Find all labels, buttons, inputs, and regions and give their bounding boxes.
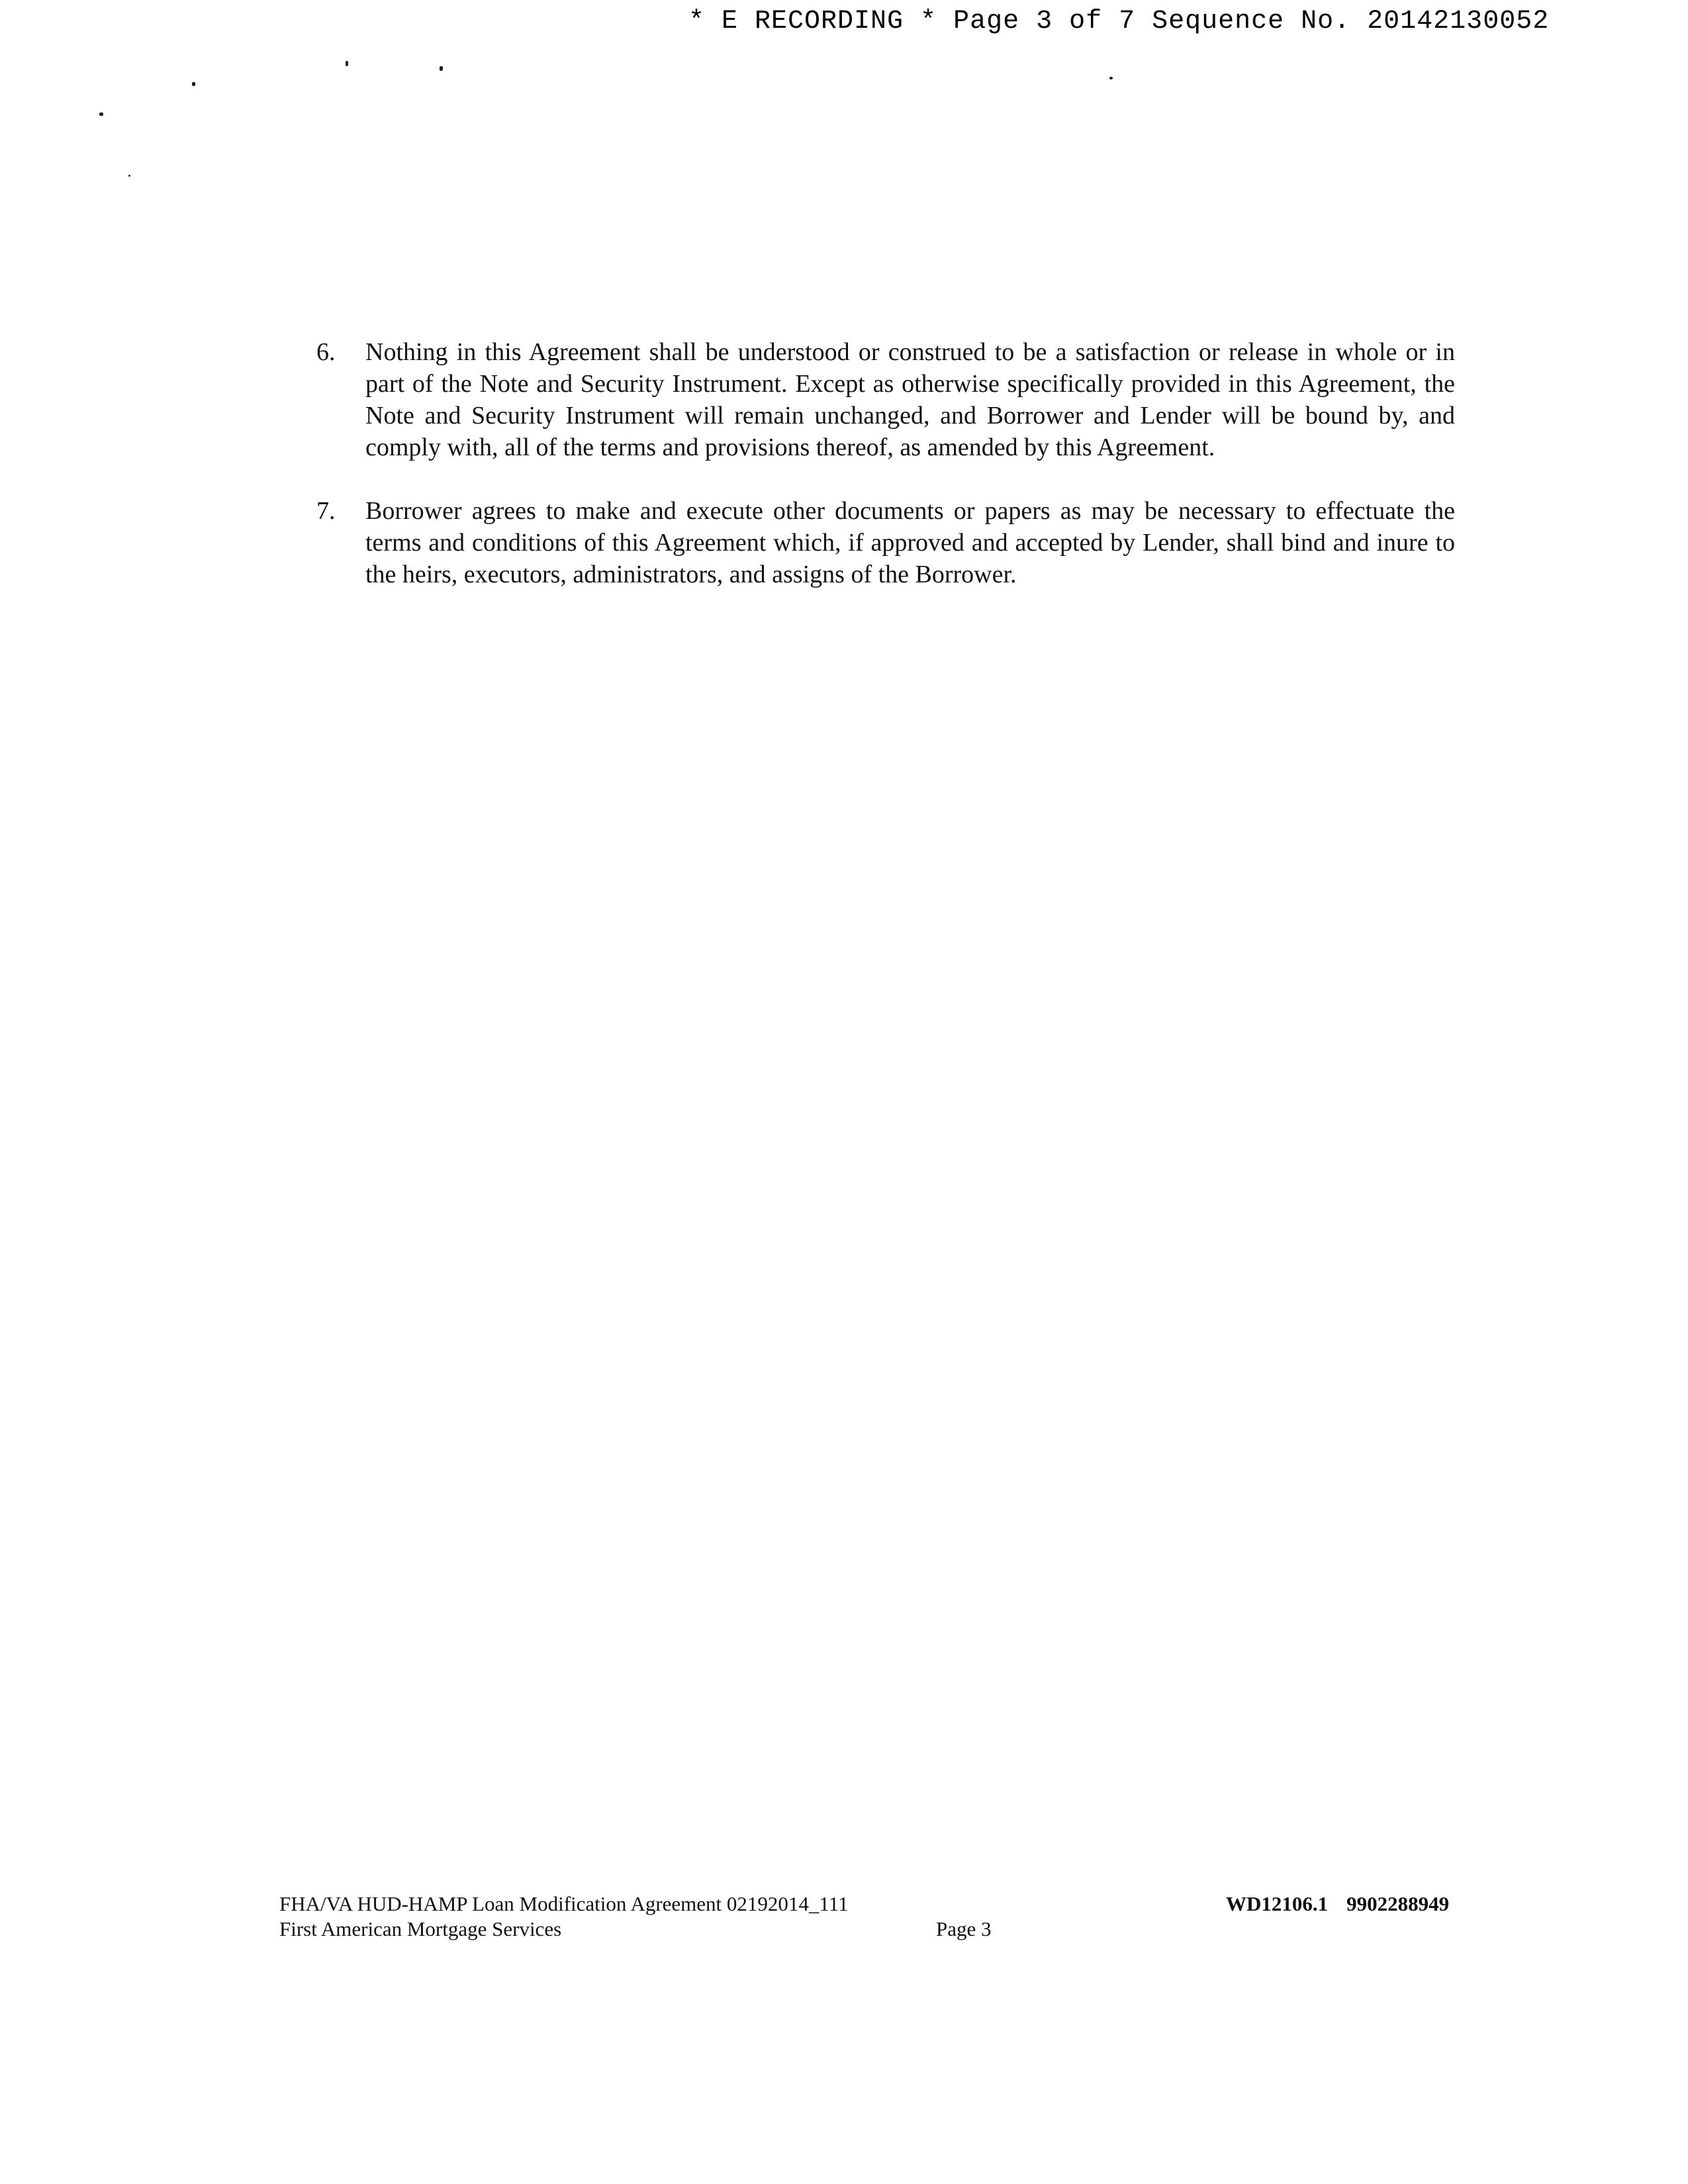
clause-7 [316,495,1455,590]
clause-text: Nothing in this Agreement shall be understood or construed to be a satisfaction or release in whole or in part of the Note and Security Instrument. Except as otherwise specifically provided in this Agreement, the Note and Security Instrument will remain unchanged, and Borrower and Lender will be bound by, and comply with, all of the terms and provisions thereof, as amended by this Agreement. [365,338,1455,461]
scan-speck [192,82,195,86]
doc-code: WD12106.1 [1226,1892,1329,1915]
clause-number: 7. [316,497,336,525]
scan-speck [440,66,443,71]
scan-speck [99,113,103,116]
scan-speck [346,61,348,66]
recording-stamp: * E RECORDING * Page 3 of 7 Sequence No. 20142130052 [688,7,1550,36]
clause-text: Borrower agrees to make and execute other documents or papers as may be necessary to effectuate the terms and conditions of this Agreement which, if approved and accepted by Lender, shall bind and inure to the heirs, executors, administrators, and assigns of the Borrower. [365,497,1455,588]
footer-left [279,1891,849,1942]
clause-6 [316,336,1455,463]
scan-speck [1109,77,1113,79]
scan-speck [128,175,130,177]
agreement-body [316,336,1455,622]
page-number: Page 3 [936,1917,992,1940]
clause-number: 6. [316,338,336,366]
footer-right [1226,1891,1449,1917]
company-name: First American Mortgage Services [279,1917,562,1940]
form-title: FHA/VA HUD-HAMP Loan Modification Agreement 02192014_111 [279,1892,849,1915]
loan-number: 9902288949 [1346,1892,1450,1915]
